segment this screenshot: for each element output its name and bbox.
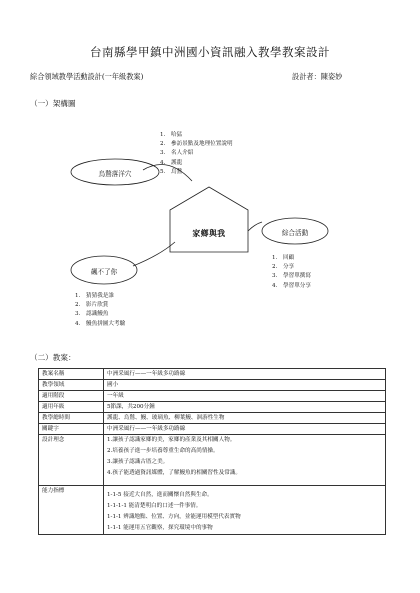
ability-line: 1-1-1 辨識地點、位置、方向，並能運用模型代表實物 (107, 514, 241, 520)
concept-line: 1.讓孩子認識家鄉的美，家鄉的產業及其相關人物。 (107, 437, 236, 443)
section-heading-lesson-plan: （二）教案： (30, 353, 76, 362)
list-item: 1. 猜猜我是誰 (75, 293, 114, 299)
ability-line: 1-1-5 接近大自然，進而關懷自然與生命。 (107, 492, 213, 498)
table-row: 能力指標 1-1-5 接近大自然，進而關懷自然與生命。 1-1-1-1 能清楚明白的口述一件事情。 1-1-1 辨識地點、位置、方向，並能運用模型代表實物 1-1-1 能運用五官觀察，探究環境中的事物 (39, 486, 386, 535)
document-title: 台南縣學甲鎮中洲國小資訊融入教學教案設計 (90, 45, 330, 59)
concept-line: 3.讓孩子認識古厝之美。 (107, 459, 169, 465)
table-row: 教學領域 國小 (39, 380, 386, 391)
designer-name: 設計者：陳姿妙 (292, 72, 343, 81)
ellipse-right-label: 綜合活動 (281, 229, 309, 237)
list-item: 1. 哈猛 (160, 132, 183, 138)
lesson-plan-table (38, 368, 386, 535)
concept-line: 2.培養孩子進一步培養尊重生命的高尚情操。 (107, 448, 219, 454)
house-shape (170, 187, 248, 252)
list-item: 4. 學習單分享 (272, 282, 311, 289)
list-item: 2. 分享 (272, 264, 295, 271)
table-row: 適用階段 一年級 (39, 391, 386, 402)
document-subtitle: 綜合領域教學活動設計(一年級教案) (30, 72, 144, 81)
house-center-label: 家鄉與我 (192, 229, 226, 238)
connector-right (248, 222, 262, 231)
table-row: 教案名稱 中洲采風行——一年級多功路線 (39, 369, 386, 380)
ellipse-left-bottom-label: 飆不了你 (90, 268, 118, 276)
concept-line: 4.孩子能透過資訊媒體，了解鰻魚的相關習性及常識。 (107, 470, 241, 476)
table-row: 教學總時間 護龍、烏鶖、鰻、玻璃魚、柳葉鰻、洄游性生物 (39, 413, 386, 424)
section-heading-structure: （一）架構圖 (30, 99, 76, 108)
list-item: 1. 回顧 (272, 255, 295, 261)
list-item: 3. 學習單撰寫 (272, 273, 311, 280)
ability-line: 1-1-1 能運用五官觀察，探究環境中的事物 (107, 525, 213, 531)
list-item: 3. 名人介紹 (160, 150, 194, 157)
list-item: 5. 烏鶖 (160, 168, 183, 175)
table-row: 適用年級 5節課，共200分鐘 (39, 402, 386, 413)
ability-line: 1-1-1-1 能清楚明白的口述一件事情。 (107, 503, 202, 509)
list-top (160, 131, 233, 177)
list-item: 2. 影片欣賞 (75, 302, 109, 309)
list-item: 3. 認識鰻魚 (75, 311, 109, 318)
list-item: 4. 鰻魚拼圖大考驗 (75, 320, 126, 327)
table-row: 關鍵字 中洲采風行——一年級多功路線 (39, 424, 386, 435)
list-bottom (75, 292, 125, 329)
list-item: 4. 護龍 (160, 159, 183, 166)
table-row: 設計理念 1.讓孩子認識家鄉的美，家鄉的產業及其相關人物。 2.培養孩子進一步培養尊重生命的高尚情操。 3.讓孩子認識古厝之美。 4.孩子能透過資訊媒體，了解鰻魚的相關習性及常識。 (39, 435, 386, 486)
ellipse-left-top-label: 烏鶖落洋穴 (98, 170, 132, 178)
connector-left-bottom (133, 242, 175, 266)
list-item: 2. 參訪景點及地理位置說明 (160, 141, 233, 148)
list-right (272, 254, 311, 291)
